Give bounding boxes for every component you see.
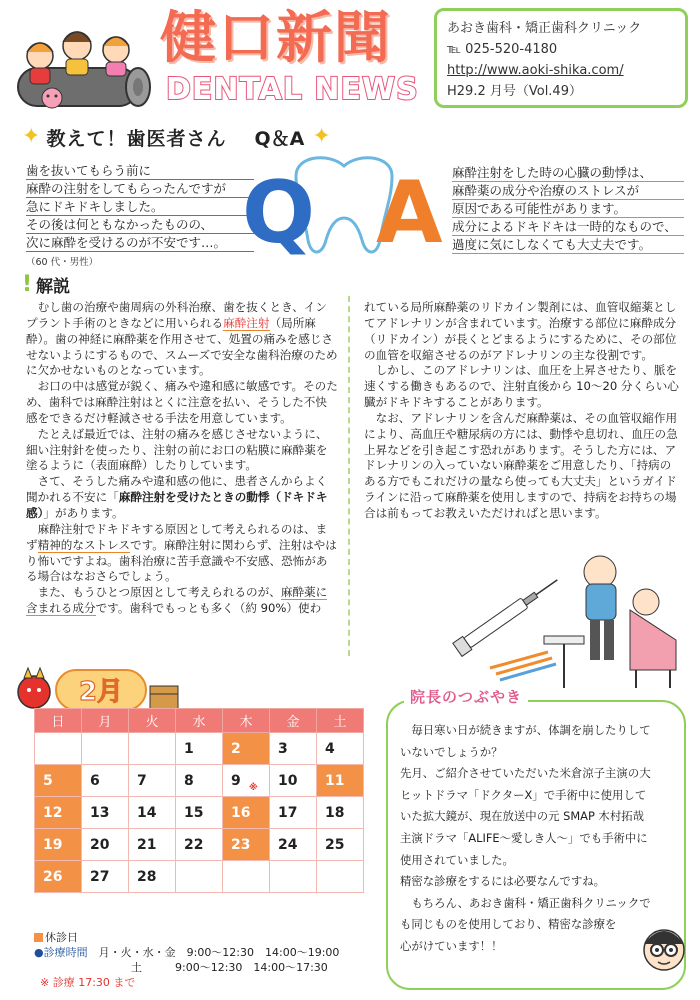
calendar-day: 24 [270,829,317,861]
answer-line: 過度に気にしなくても大丈夫です。 [452,236,684,254]
calendar-day: 23 [223,829,270,861]
calendar-day: 14 [129,797,176,829]
legend-hours-saturday: 土 9:00～12:30 14:00～17:30 [131,961,328,974]
explanation-right-column [364,300,680,522]
closed-day-swatch [34,933,43,942]
paragraph: しかし、このアドレナリンは、血圧を上昇させたり、脈を速くする働きもあるので、注射直後から 10～20 分くらい心臓がドキドキすることがあります。 [364,363,679,410]
paragraph: お口の中は感覚が鋭く、痛みや違和感に敏感です。そのため、歯科では麻酔注射はとくに注意を払い、そうした不快感をできるだけ軽減させる手法を用意しています。 [26,379,338,425]
calendar-week-row [35,765,364,797]
calendar-empty-cell [35,733,82,765]
children-on-log-illustration [12,6,162,116]
answer-block [452,164,684,254]
weekday-header: 水 [176,709,223,733]
underlined-term: 精神的なストレス [37,537,131,552]
calendar-day: 12 [35,797,82,829]
column-divider [348,296,350,656]
calendar-day: 5 [35,765,82,797]
message-line: 毎日寒い日が続きますが、体調を崩したりして [411,723,651,737]
calendar-empty-cell [317,861,364,893]
calendar-day: 2 [223,733,270,765]
message-line: も同じものを使用しており、精密な診療を [400,917,617,932]
qa-heading-qa: Q＆A [254,127,305,150]
a-letter: A [376,163,443,263]
underlined-term: 麻酔薬に含まれる成分 [26,585,328,616]
paragraph: たとえば最近では、注射の痛みを感じさせないように、細い注射針を使ったり、注射の前にお口の粘膜に麻酔薬を塗るように（表面麻酔）したりしています。 [26,426,328,473]
calendar-day: 27 [82,861,129,893]
question-line: 歯を抜いてもらう前に [26,162,254,180]
weekday-header: 金 [270,709,317,733]
calendar-day: 26 [35,861,82,893]
qa-heading-text: 教えて！歯医者さん [46,127,227,150]
calendar-day: 22 [176,829,223,861]
message-line: ヒットドラマ「ドクターX」で手術中に使用して [400,787,647,802]
calendar-empty-cell [176,861,223,893]
calendar-week-row [35,861,364,893]
calendar-legend [34,930,339,990]
paragraph: さて、そうした痛みや違和感の他に、患者さんからよく聞かれる不安に「麻酔注射を受けたときの動悸（ドキドキ感）」があります。 [26,474,328,520]
paragraph: れている局所麻酔薬のリドカイン製剤には、血管収縮薬としてアドレナリンが含まれています。治療する部位に麻酔成分（リドカイン）が長くとどまるようにするために、その部位の血管を収縮させるのがアドレナリンの主な役割です。 [364,300,677,362]
exclamation-icon: ! [22,272,33,297]
calendar-day: 21 [129,829,176,861]
clinic-url-link[interactable]: http://www.aoki-shika.com/ [447,63,624,78]
question-line: その後は何ともなかったものの、 [26,216,254,234]
calendar-day: 6 [82,765,129,797]
calendar-day: 13 [82,797,129,829]
dentist-syringe-illustration [440,540,690,690]
message-line: 心がけています！！ [400,938,503,953]
calendar-day: 10 [270,765,317,797]
calendar-day: 4 [317,733,364,765]
message-line: 使用されていました。 [400,852,514,867]
message-line: もちろん、あおき歯科・矯正歯科クリニックで [411,895,651,910]
calendar-day: 7 [129,765,176,797]
paragraph: むし歯の治療や歯周病の外科治療、歯を抜くとき、インプラント手術のときなどに用いられる麻酔注射（局所麻酔）。歯の神経に麻酔薬を作用させて、処置の痛みを感じさせないようにするもので、スムーズで安全な歯科治療のために欠かせないものとなっています。 [26,300,338,378]
answer-line: 麻酔薬の成分や治療のストレスが [452,182,684,200]
calendar-day: 11 [317,765,364,797]
calendar-day: 9 ※ [223,765,270,797]
question-line: 次に麻酔を受けるのが不安です…。 [26,234,254,252]
director-title: 院長のつぶやき [404,686,528,707]
doctor-face-icon [636,920,692,980]
q-letter: Q [242,163,316,263]
clinic-name: あおき歯科・矯正歯科クリニック [447,21,642,36]
clinic-tel: ℡ 025-520-4180 [447,42,558,57]
calendar-month: 2月 [78,677,124,707]
calendar-day: 25 [317,829,364,861]
calendar-table [34,708,364,893]
answer-line: 麻酔注射をした時の心臓の動悸は、 [452,164,684,182]
calendar-empty-cell [129,733,176,765]
legend-note: ※ 診療 17:30 まで [40,976,136,989]
calendar-day: 3 [270,733,317,765]
weekday-header: 月 [82,709,129,733]
highlight-term: 麻酔注射 [223,315,270,330]
paragraph: また、もうひとつ原因として考えられるのが、麻酔薬に含まれる成分です。歯科でもっとも多く（約 90%）使わ [26,585,328,616]
calendar-day: 8 [176,765,223,797]
question-block [26,162,254,268]
bold-term: 麻酔注射を受けたときの動悸（ドキドキ感） [26,490,328,520]
answer-line: 成分によるドキドキは一時的なもので、 [452,218,684,236]
answer-line: 原因である可能性があります。 [452,200,684,218]
question-line: 急にドキドキしました。 [26,198,254,216]
newsletter-subtitle: DENTAL NEWS [166,72,419,107]
note-mark: ※ [249,783,258,793]
question-line: 麻酔の注射をしてもらったんですが [26,180,254,198]
legend-hours-weekday: ●診療時間 月・火・水・金 9:00～12:30 14:00～19:00 [34,946,340,959]
bean-box-icon [150,686,178,710]
calendar-day: 17 [270,797,317,829]
weekday-header: 日 [35,709,82,733]
calendar-empty-cell [82,733,129,765]
calendar-day: 20 [82,829,129,861]
qa-tooth-graphic [236,148,452,266]
message-line: いないでしょうか？ [400,744,503,759]
calendar-day: 18 [317,797,364,829]
calendar-week-row [35,797,364,829]
oni-icon [18,676,50,708]
calendar-weekday-row [35,709,364,733]
message-line: いた拡大鏡が、現在放送中の元 SMAP 木村拓哉 [400,809,644,824]
sparkle-icon: ✦ [22,124,41,149]
calendar-empty-cell [270,861,317,893]
calendar-empty-cell [223,861,270,893]
weekday-header: 土 [317,709,364,733]
paragraph: なお、アドレナリンを含んだ麻酔薬は、その血管収縮作用により、高血圧や糖尿病の方には、動悸や息切れ、血圧の急上昇などを引き起こす恐れがあります。そうした方には、アドレナリンの入っていない麻酔薬をご用意したり、「持病のある方でもこれだけの量なら使っても大丈夫」というガイドラインに沿って麻酔薬を使用しますので、持病をお持ちの場合は前もってお教えいただければと思います。 [364,410,678,520]
message-line: 精密な診療をするには必要なんですね。 [400,874,606,889]
explanation-title: 解説 [36,277,71,297]
explanation-left-column [26,300,338,617]
calendar-week-row [35,733,364,765]
calendar-day: 28 [129,861,176,893]
clinic-info-box [434,8,688,108]
weekday-header: 火 [129,709,176,733]
message-line: 主演ドラマ「ALIFE～愛しき人～」でも手術中に [400,830,648,845]
issue-number: H29.2 月号（Vol.49） [447,84,582,99]
weekday-header: 木 [223,709,270,733]
calendar-body [35,733,364,893]
calendar-day: 1 [176,733,223,765]
sparkle-icon: ✦ [312,124,331,149]
calendar-day: 16 [223,797,270,829]
calendar-day: 19 [35,829,82,861]
calendar-week-row [35,829,364,861]
question-author: （60 代・男性） [26,257,99,268]
header [0,0,700,118]
message-line: 先月、ご紹介させていただいた米倉涼子主演の大 [400,766,651,781]
newsletter-title: 健口新聞 [160,5,392,71]
masthead [160,2,430,112]
legend-closed: 休診日 [34,930,339,945]
paragraph: 麻酔注射でドキドキする原因として考えられるのは、まず精神的なストレスです。麻酔注射に関わらず、注射はやはり怖いですよね。歯科治療に苦手意識や不安感、恐怖がある場合はなおさらでしょう。 [26,521,337,584]
calendar-day: 15 [176,797,223,829]
explanation-heading [22,272,70,297]
